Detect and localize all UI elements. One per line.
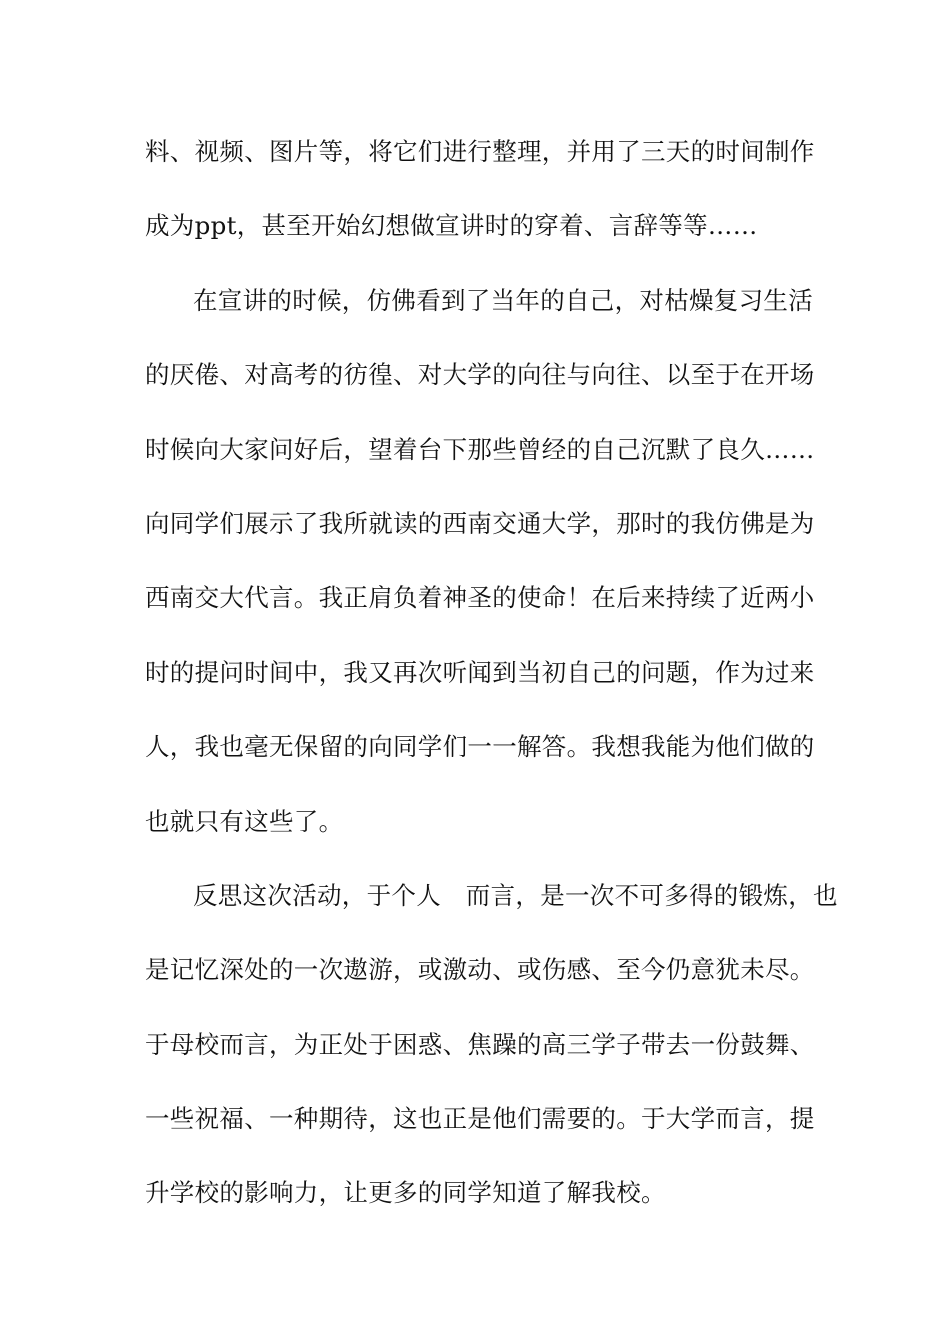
text-line: 时的提问时间中，我又再次听闻到当初自己的问题，作为过来 — [145, 657, 815, 687]
text-line: 西南交大代言。我正肩负着神圣的使命！在后来持续了近两小 — [145, 583, 815, 613]
text-line: 一些祝福、一种期待，这也正是他们需要的。于大学而言，提 — [145, 1104, 815, 1134]
text-line: 人，我也毫无保留的向同学们一一解答。我想我能为他们做的 — [145, 732, 815, 762]
text-line: 的厌倦、对高考的彷徨、对大学的向往与向往、以至于在开场 — [145, 360, 815, 390]
text-line: 升学校的影响力，让更多的同学知道了解我校。 — [145, 1178, 666, 1208]
paragraph-start-line: 反思这次活动，于个人 而言，是一次不可多得的锻炼，也 — [193, 880, 838, 910]
text-line: 时候向大家问好后，望着台下那些曾经的自己沉默了良久…… — [145, 434, 815, 464]
text-line: 于母校而言，为正处于困惑、焦躁的高三学子带去一份鼓舞、 — [145, 1029, 815, 1059]
text-line: 向同学们展示了我所就读的西南交通大学，那时的我仿佛是为 — [145, 508, 815, 538]
document-body — [145, 125, 838, 1241]
paragraph-start-line: 在宣讲的时候，仿佛看到了当年的自己，对枯燥复习生活 — [193, 285, 813, 315]
text-line: 成为ppt，甚至开始幻想做宣讲时的穿着、言辞等等…… — [145, 211, 758, 241]
text-line: 是记忆深处的一次遨游，或激动、或伤感、至今仍意犹未尽。 — [145, 955, 815, 985]
text-line: 也就只有这些了。 — [145, 806, 344, 836]
text-line: 料、视频、图片等，将它们进行整理，并用了三天的时间制作 — [145, 137, 815, 166]
